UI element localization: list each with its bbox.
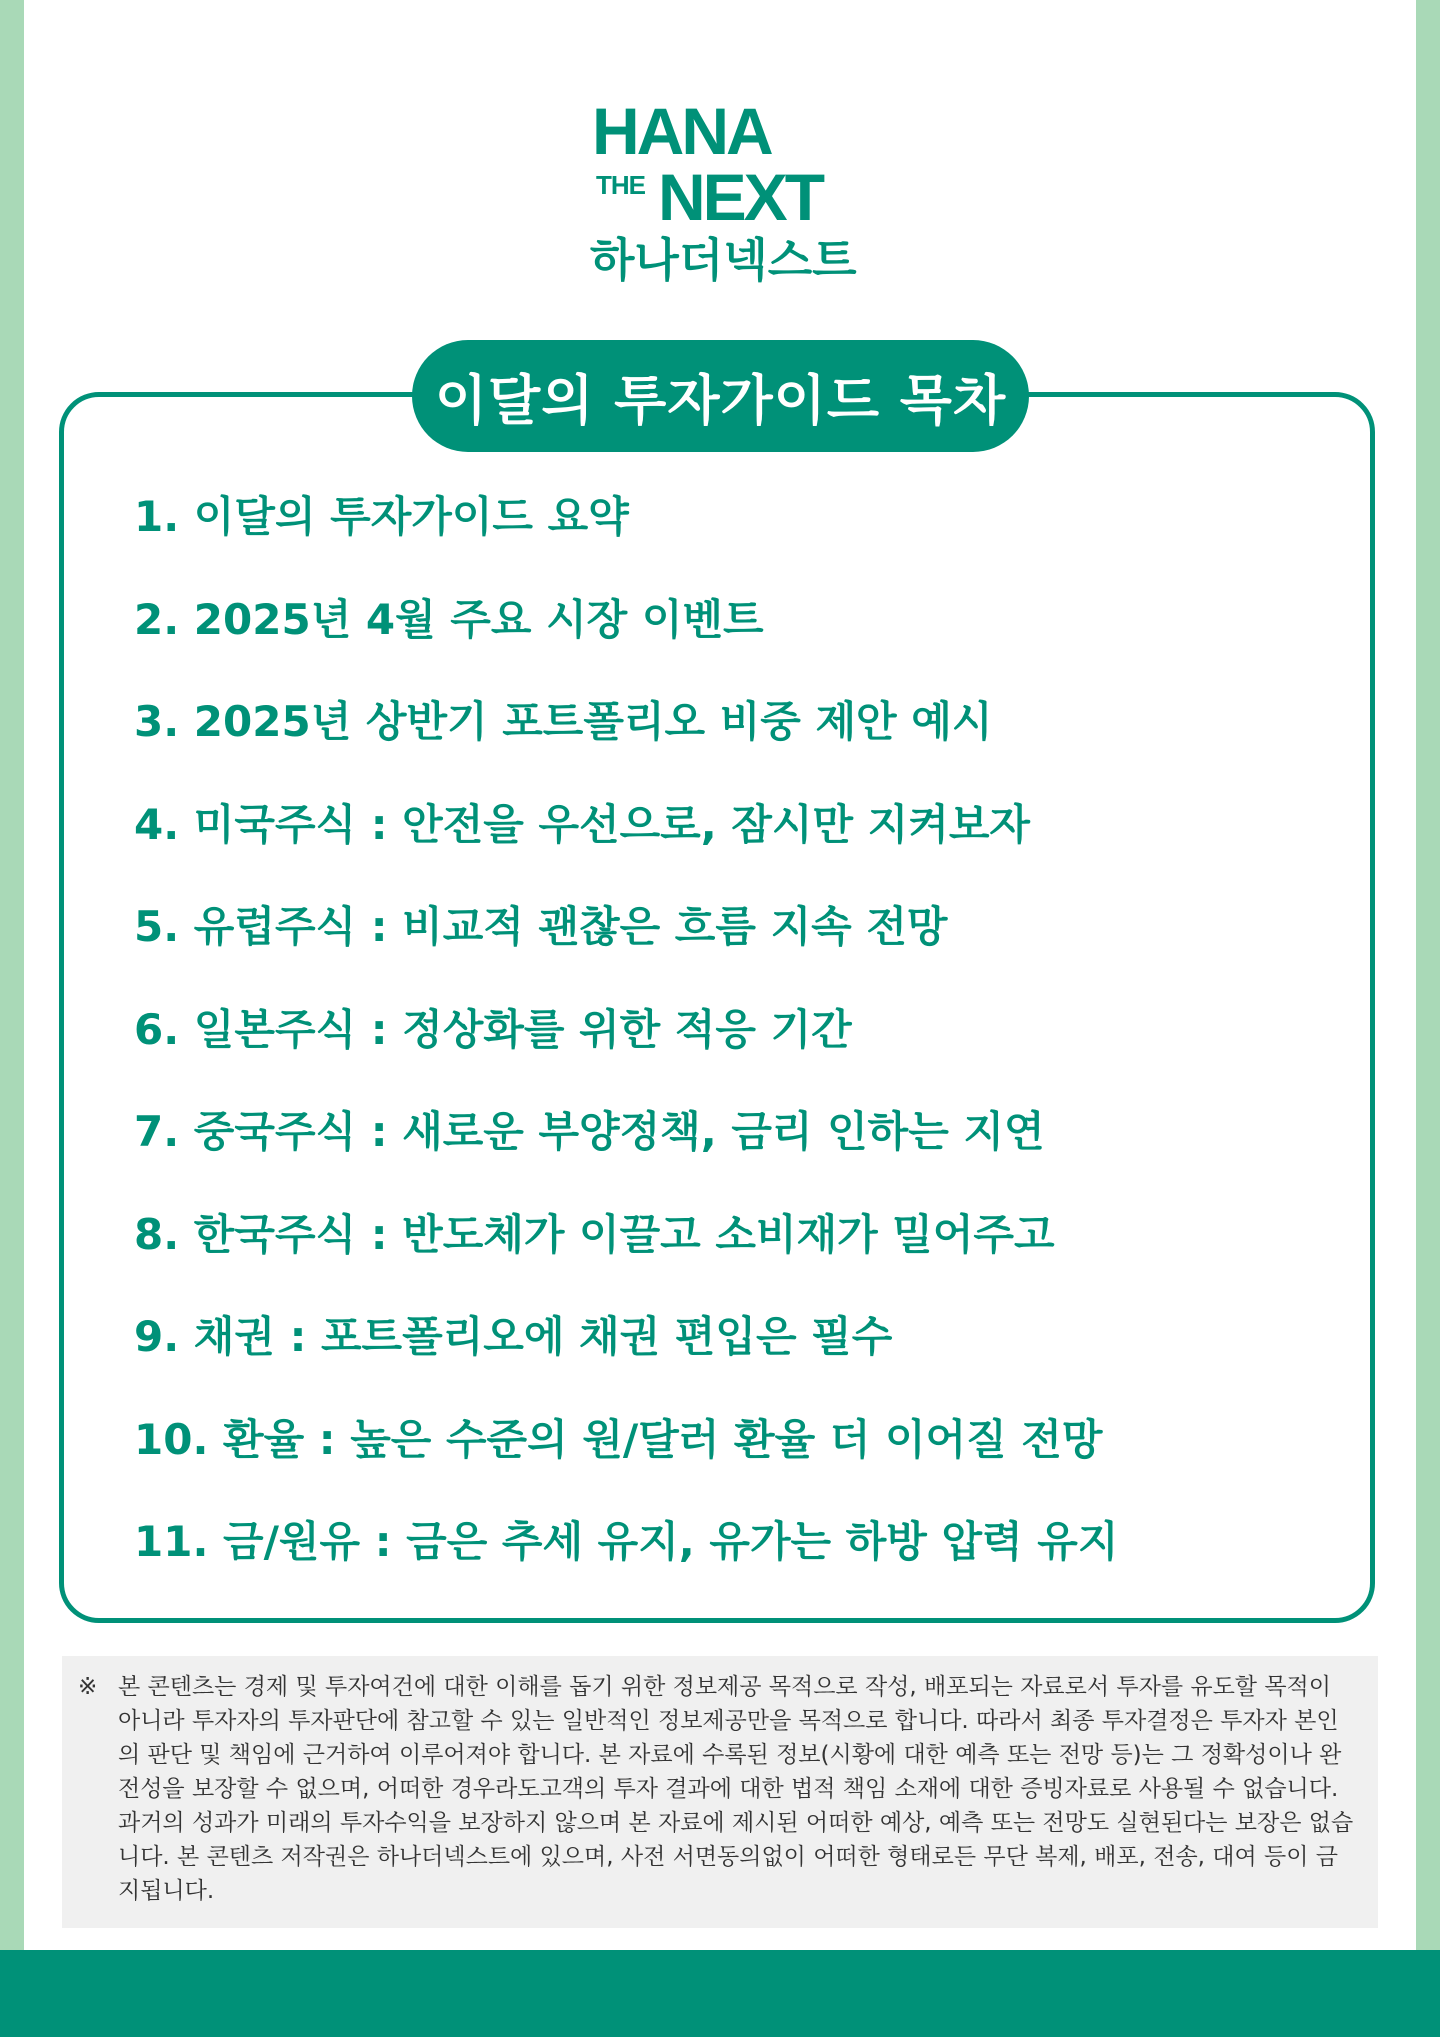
- disclaimer-mark: ※: [78, 1674, 98, 1700]
- toc-item: 5. 유럽주식 : 비교적 괜찮은 흐름 지속 전망: [134, 902, 948, 951]
- svg-text:HANA: HANA: [592, 96, 771, 168]
- toc-title: 이달의 투자가이드 목차: [412, 340, 1029, 452]
- right-side-bar: [1416, 0, 1440, 1950]
- toc-item: 8. 한국주식 : 반도체가 이끌고 소비재가 밀어주고: [134, 1209, 1055, 1259]
- toc-item: 2. 2025년 4월 주요 시장 이벤트: [134, 594, 764, 644]
- toc-item: 3. 2025년 상반기 포트폴리오 비중 제안 예시: [134, 697, 993, 746]
- svg-text:THE: THE: [596, 170, 645, 200]
- svg-text:하나더넥스트: 하나더넥스트: [590, 233, 857, 287]
- toc-item: 7. 중국주식 : 새로운 부양정책, 금리 인하는 지연: [134, 1107, 1045, 1156]
- toc-item: 6. 일본주식 : 정상화를 위한 적응 기간: [134, 1004, 852, 1054]
- toc-item: 10. 환율 : 높은 수준의 원/달러 환율 더 이어질 전망: [134, 1414, 1103, 1464]
- left-side-bar: [0, 0, 24, 1950]
- hana-the-next-logo: [560, 96, 880, 296]
- disclaimer-text: 본 콘텐츠는 경제 및 투자여건에 대한 이해를 돕기 위한 정보제공 목적으로 작성, 배포되는 자료로서 투자를 유도할 목적이 아니라 투자자의 투자판단에 참고할 수 있는 일반적인 정보제공만을 목적으로 합니다. 따라서 최종 투자결정은 투자자 본인의 판단 및 책임에 근거하여 이루어져야 합니다. 본 자료에 수록된 정보(시황에 대한 예측 또는 전망 등)는 그 정확성이나 완전성을 보장할 수 없으며, 어떠한 경우라도고객의 투자 결과에 대한 법적 책임 소재에 대한 증빙자료로 사용될 수 없습니다. 과거의 성과가 미래의 투자수익을 보장하지 않으며 본 자료에 제시된 어떠한 예상, 예측 또는 전망도 실현된다는 보장은 없습니다. 본 콘텐츠 저작권은 하나더넥스트에 있으며, 사전 서면동의없이 어떠한 형태로든 무단 복제, 배포, 전송, 대여 등이 금지됩니다.: [118, 1674, 1354, 1904]
- toc-item: 9. 채권 : 포트폴리오에 채권 편입은 필수: [134, 1312, 893, 1361]
- toc-item: 4. 미국주식 : 안전을 우선으로, 잠시만 지켜보자: [134, 799, 1030, 849]
- disclaimer-box: [62, 1656, 1378, 1928]
- toc-list: [134, 474, 1334, 1602]
- svg-text:NEXT: NEXT: [658, 160, 823, 234]
- toc-item: 1. 이달의 투자가이드 요약: [134, 492, 629, 541]
- toc-item: 11. 금/원유 : 금은 추세 유지, 유가는 하방 압력 유지: [134, 1517, 1119, 1566]
- footer-bar: [0, 1950, 1440, 2037]
